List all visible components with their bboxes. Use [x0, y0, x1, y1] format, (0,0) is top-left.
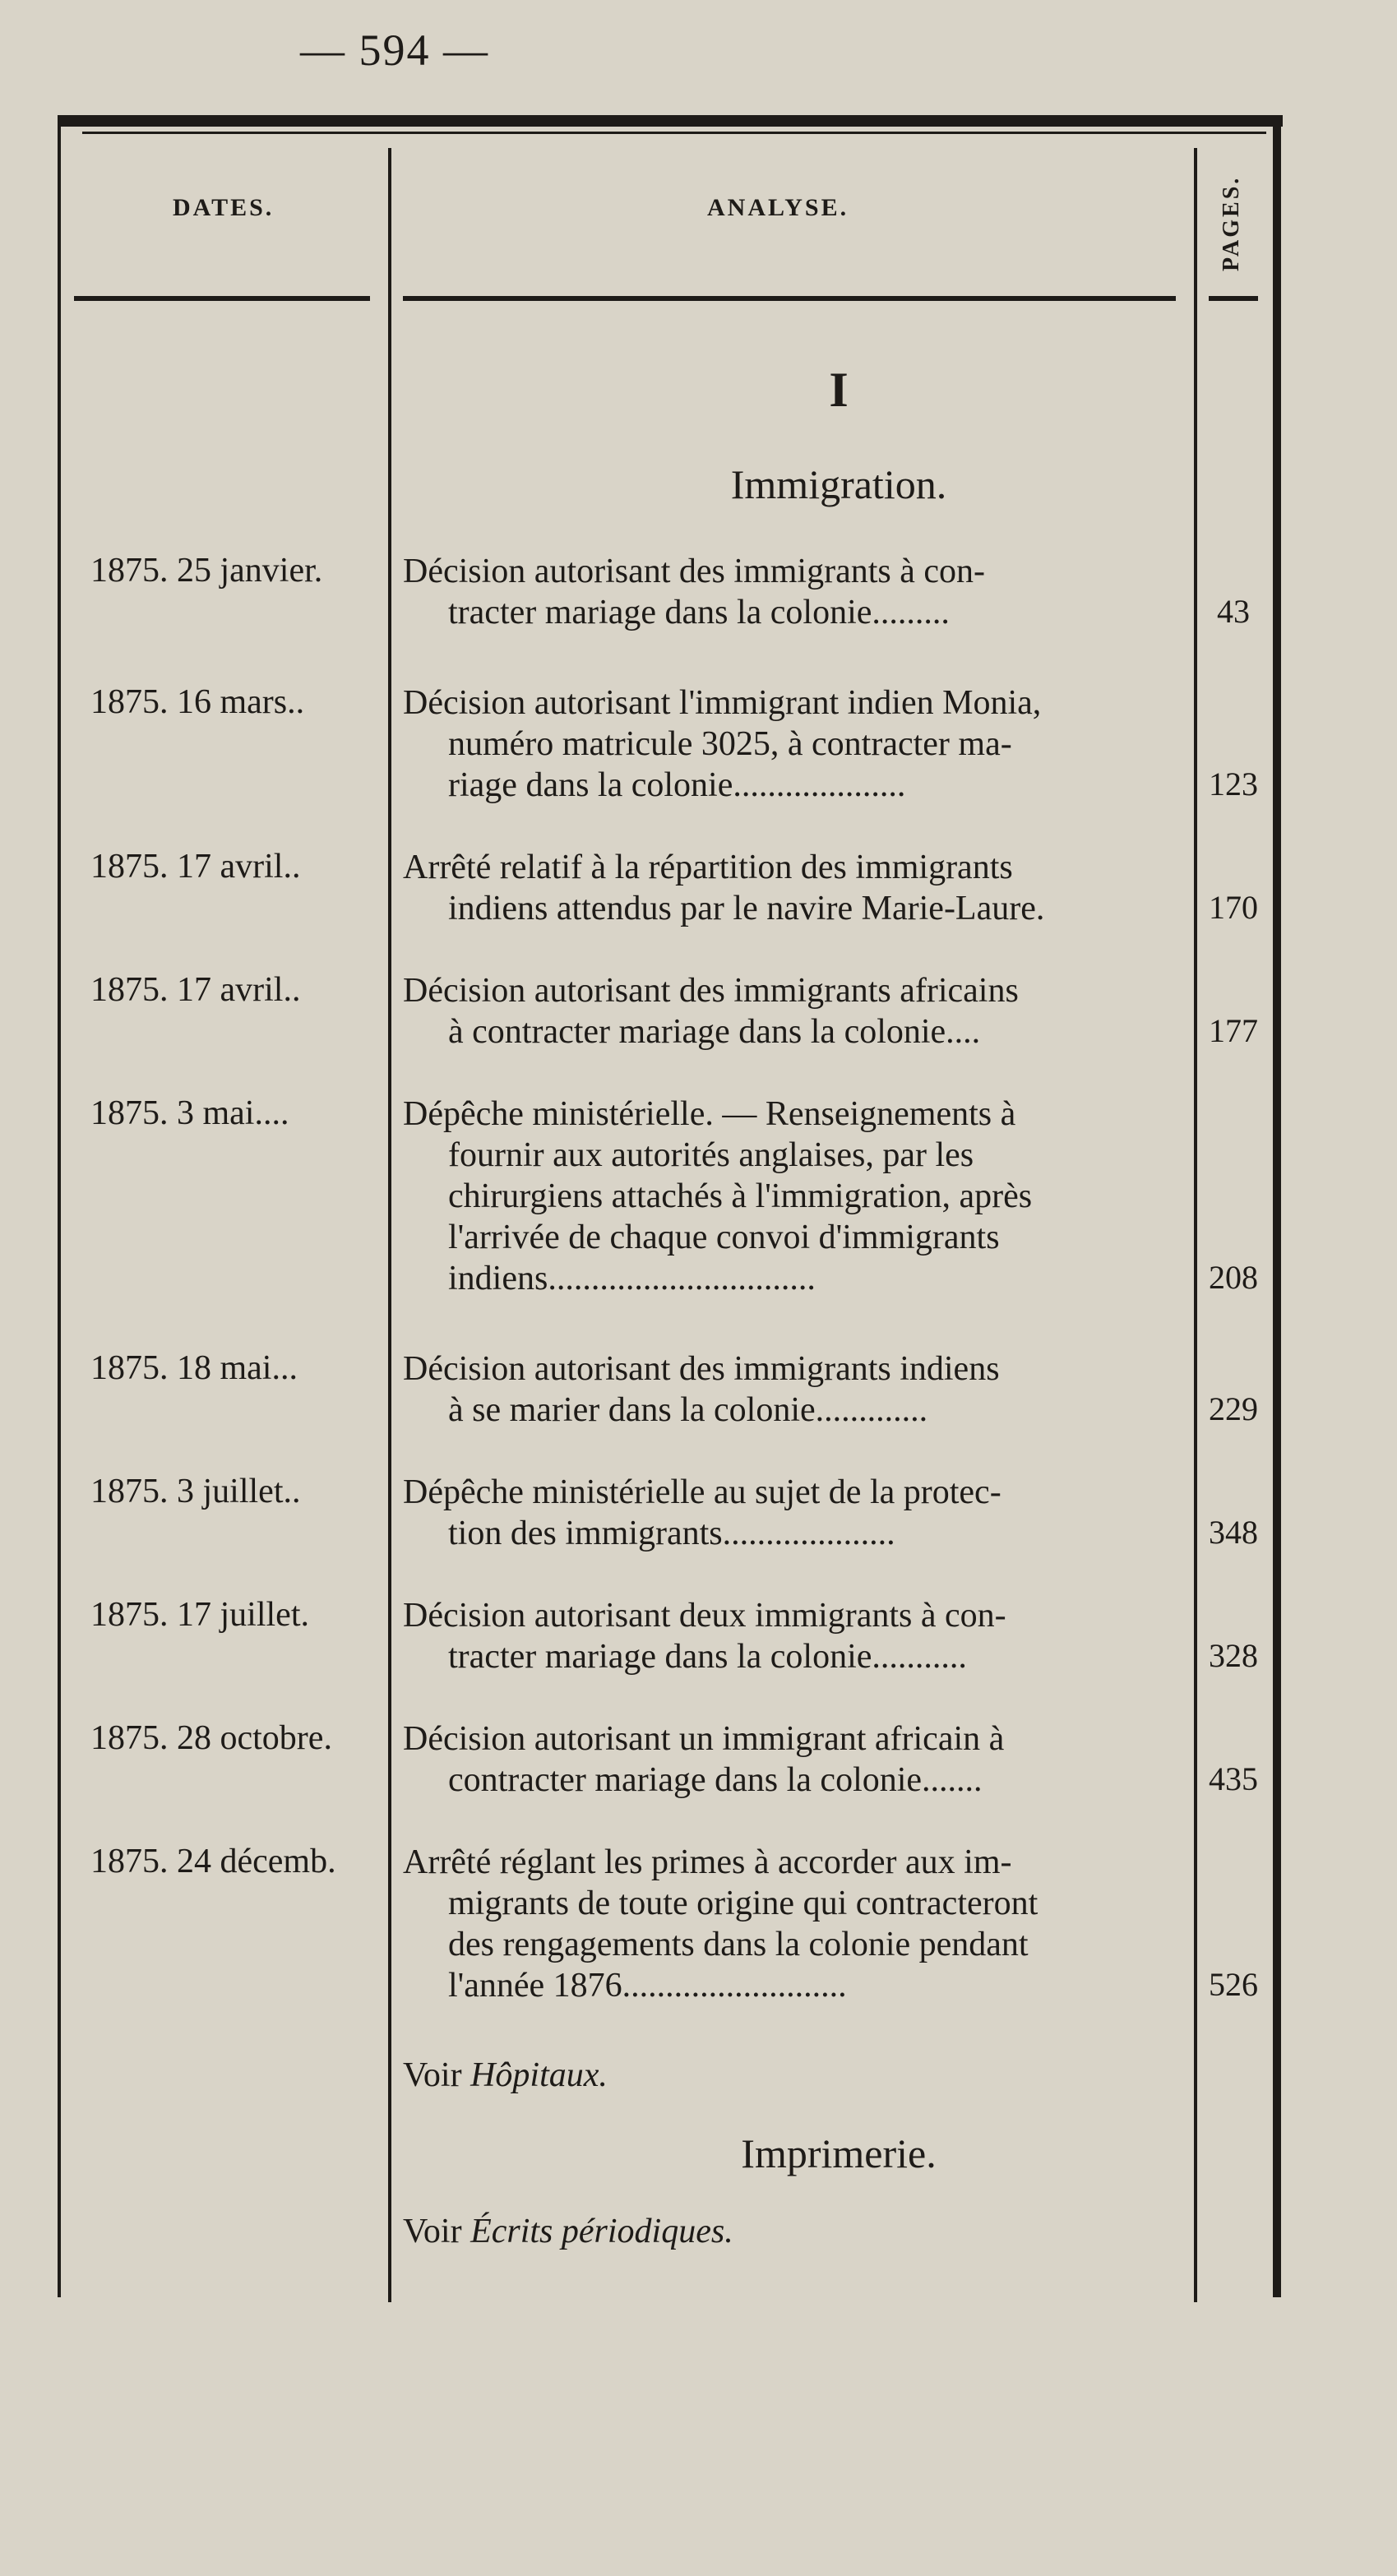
- entry-line: riage dans la colonie....................: [448, 766, 906, 804]
- entry-date: 1875. 17 avril..: [90, 971, 301, 1009]
- entry-date: 1875. 24 décemb.: [90, 1843, 336, 1880]
- section-title: Immigration.: [730, 461, 947, 507]
- page-number: — 594 —: [300, 25, 489, 75]
- section-title-imprimerie: Imprimerie.: [741, 2130, 937, 2176]
- entry-date: 1875. 16 mars..: [90, 683, 305, 721]
- entry-page: 123: [1209, 765, 1258, 802]
- right-border: [1273, 127, 1281, 2297]
- entry-line: tracter mariage dans la colonie.........: [448, 594, 950, 631]
- entry-analysis: [403, 970, 1192, 1052]
- entry-line: à contracter mariage dans la colonie....: [448, 1013, 981, 1051]
- header-rule-analysis: [403, 296, 1176, 301]
- entry-line: Dépêche ministérielle. — Renseignements à: [403, 1095, 1016, 1133]
- entry-line: des rengagements dans la colonie pendant: [448, 1926, 1029, 1963]
- entry-page: 208: [1209, 1259, 1258, 1296]
- entry-analysis: [403, 847, 1192, 929]
- entry-line: Décision autorisant des immigrants indiens: [403, 1350, 1000, 1388]
- entry-line: Arrêté réglant les primes à accorder aux im-: [403, 1843, 1012, 1881]
- entry-page: 328: [1209, 1637, 1258, 1674]
- entry-line: à se marier dans la colonie.............: [448, 1391, 928, 1429]
- entry-line: Décision autorisant des immigrants africains: [403, 972, 1019, 1010]
- entry-line: tracter mariage dans la colonie...........: [448, 1638, 967, 1676]
- entry-date: 1875. 3 mai....: [90, 1094, 289, 1132]
- entry-page: 170: [1209, 889, 1258, 926]
- see-also-prefix: Voir: [403, 2213, 462, 2250]
- entry-line: l'arrivée de chaque convoi d'immigrants: [448, 1219, 1000, 1256]
- header-rule-pages: [1209, 296, 1258, 301]
- entry-analysis: [403, 1348, 1192, 1431]
- left-border: [58, 127, 61, 2297]
- entry-analysis: [403, 551, 1192, 633]
- entry-line: Dépêche ministérielle au sujet de la protec-: [403, 1473, 1001, 1511]
- entry-line: indiens attendus par le navire Marie-Laure.: [448, 890, 1045, 927]
- entry-line: indiens...............................: [448, 1260, 816, 1297]
- entry-page: 435: [1209, 1760, 1258, 1797]
- header-pages: PAGES.: [1219, 175, 1244, 271]
- header-analysis: ANALYSE.: [707, 194, 849, 221]
- entry-date: 1875. 3 juillet..: [90, 1473, 301, 1510]
- entry-page: 177: [1209, 1012, 1258, 1049]
- entry-line: migrants de toute origine qui contracteront: [448, 1885, 1038, 1922]
- entry-analysis: [403, 1595, 1192, 1677]
- see-also-ecrits: [403, 2212, 733, 2251]
- entry-line: chirurgiens attachés à l'immigration, après: [448, 1177, 1033, 1215]
- entry-line: Arrêté relatif à la répartition des immigrants: [403, 849, 1013, 886]
- entry-analysis: [403, 1842, 1192, 2006]
- header-rule-dates: [74, 296, 370, 301]
- see-also-hopitaux: [403, 2056, 608, 2095]
- top-rule: [58, 115, 1283, 127]
- entry-date: 1875. 17 avril..: [90, 848, 301, 886]
- entry-page: 348: [1209, 1514, 1258, 1551]
- entry-analysis: [403, 1718, 1192, 1801]
- entry-line: Décision autorisant l'immigrant indien Monia,: [403, 684, 1042, 722]
- entry-analysis: [403, 682, 1192, 806]
- see-also-ref: Écrits périodiques.: [470, 2213, 733, 2250]
- header-dates: DATES.: [173, 194, 275, 221]
- entry-line: l'année 1876..........................: [448, 1967, 847, 2005]
- entry-page: 229: [1209, 1390, 1258, 1427]
- entry-date: 1875. 25 janvier.: [90, 552, 323, 590]
- entry-line: Décision autorisant un immigrant africain à: [403, 1720, 1005, 1758]
- entry-date: 1875. 28 octobre.: [90, 1719, 332, 1757]
- index-table: [58, 115, 1283, 2302]
- entry-line: tion des immigrants....................: [448, 1515, 895, 1552]
- see-also-prefix: Voir: [403, 2056, 462, 2094]
- entry-date: 1875. 17 juillet.: [90, 1596, 309, 1634]
- entry-page: 526: [1209, 1966, 1258, 2003]
- entry-analysis: [403, 1472, 1192, 1554]
- top-rule-thin: [82, 132, 1266, 134]
- section-number: I: [829, 363, 849, 417]
- entry-line: contracter mariage dans la colonie.......: [448, 1761, 983, 1799]
- entry-page: 43: [1217, 593, 1250, 630]
- see-also-ref: Hôpitaux.: [470, 2056, 608, 2094]
- entry-line: numéro matricule 3025, à contracter ma-: [448, 725, 1012, 763]
- entry-line: fournir aux autorités anglaises, par les: [448, 1136, 974, 1174]
- entry-line: Décision autorisant deux immigrants à con-: [403, 1597, 1006, 1635]
- entry-line: Décision autorisant des immigrants à con-: [403, 553, 985, 590]
- entry-date: 1875. 18 mai...: [90, 1349, 298, 1387]
- entry-analysis: [403, 1094, 1192, 1299]
